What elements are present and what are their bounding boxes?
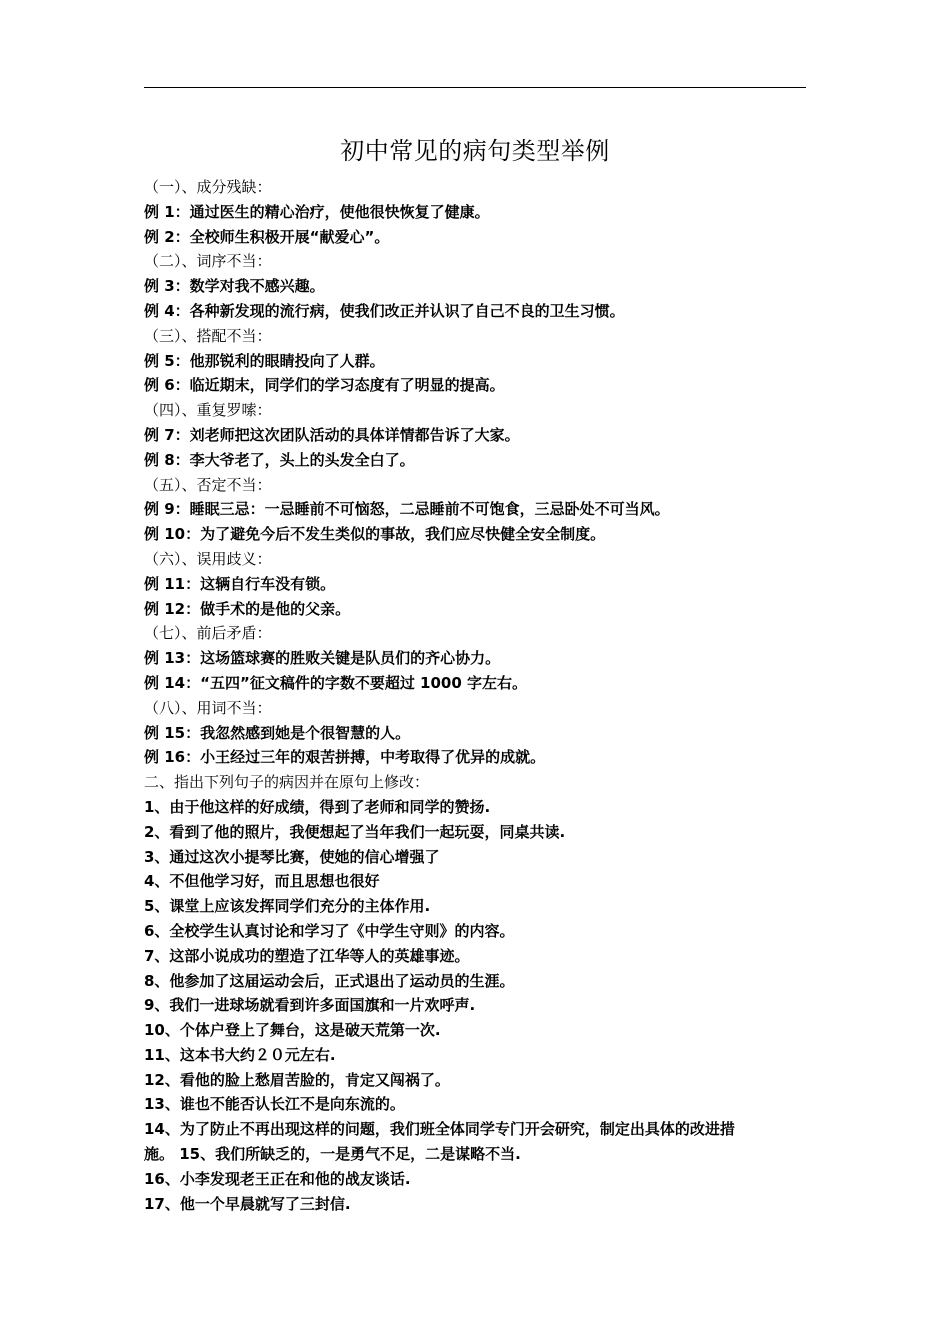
text-line: 14、为了防止不再出现这样的问题，我们班全体同学专门开会研究，制定出具体的改进措 (144, 1120, 735, 1139)
text-line: 16、小李发现老王正在和他的战友谈话. (144, 1169, 411, 1188)
text-line: 5、课堂上应该发挥同学们充分的主体作用. (144, 897, 431, 916)
text-line: 例 3：数学对我不感兴趣。 (144, 277, 325, 296)
text-line: 17、他一个早晨就写了三封信. (144, 1194, 351, 1213)
text-line: 例 15：我忽然感到她是个很智慧的人。 (144, 723, 411, 742)
section-heading: （三）、搭配不当： (144, 326, 272, 345)
section-heading: （六）、误用歧义： (144, 549, 272, 568)
text-line: 7、这部小说成功的塑造了江华等人的英雄事迹。 (144, 946, 470, 965)
text-line: 11、这本书大约２０元左右. (144, 1045, 336, 1064)
text-line: 8、他参加了这届运动会后，正式退出了运动员的生涯。 (144, 971, 515, 990)
text-line: 例 11：这辆自行车没有锁。 (144, 574, 336, 593)
text-line: 例 12：做手术的是他的父亲。 (144, 599, 351, 618)
text-line: 例 14：“五四”征文稿件的字数不要超过 1000 字左右。 (144, 673, 528, 692)
document-body (144, 175, 808, 1216)
text-line: 例 16：小王经过三年的艰苦拼搏，中考取得了优异的成就。 (144, 748, 546, 767)
text-line: 10、个体户登上了舞台，这是破天荒第一次. (144, 1021, 441, 1040)
text-line: 例 7：刘老师把这次团队活动的具体详情都告诉了大家。 (144, 425, 520, 444)
text-line: 例 8：李大爷老了，头上的头发全白了。 (144, 450, 415, 469)
text-line: 3、通过这次小提琴比赛，使她的信心增强了 (144, 847, 440, 866)
text-line: 例 5：他那锐利的眼睛投向了人群。 (144, 351, 385, 370)
text-line: 例 2：全校师生积极开展“献爱心”。 (144, 227, 390, 246)
text-line: 2、看到了他的照片，我便想起了当年我们一起玩耍，同桌共读. (144, 822, 566, 841)
section-heading: （二）、词序不当： (144, 252, 272, 271)
text-line: 例 4：各种新发现的流行病，使我们改正并认识了自己不良的卫生习惯。 (144, 301, 625, 320)
text-line: 施。 15、我们所缺乏的，一是勇气不足，二是谋略不当. (144, 1145, 521, 1164)
text-line: 例 9：睡眠三忌：一忌睡前不可恼怒，二忌睡前不可饱食，三忌卧处不可当风。 (144, 500, 670, 519)
text-line: 13、谁也不能否认长江不是向东流的。 (144, 1095, 405, 1114)
text-line: 例 1：通过医生的精心治疗，使他很快恢复了健康。 (144, 202, 490, 221)
page-title: 初中常见的病句类型举例 (340, 137, 610, 165)
text-line: 4、不但他学习好，而且思想也很好 (144, 872, 380, 891)
text-line: 例 6：临近期末，同学们的学习态度有了明显的提高。 (144, 376, 505, 395)
section-heading: （四）、重复罗嗦： (144, 401, 272, 420)
text-line: 12、看他的脸上愁眉苦脸的，肯定又闯祸了。 (144, 1070, 450, 1089)
text-line: 9、我们一进球场就看到许多面国旗和一片欢呼声. (144, 996, 476, 1015)
text-line: 例 10：为了避免今后不发生类似的事故，我们应尽快健全安全制度。 (144, 525, 606, 544)
section-heading: （一）、成分残缺： (144, 178, 272, 196)
text-line: 6、全校学生认真讨论和学习了《中学生守则》的内容。 (144, 921, 515, 940)
text-line: 例 13：这场篮球赛的胜败关键是队员们的齐心协力。 (144, 649, 501, 668)
section-heading: 二、指出下列句子的病因并在原句上修改： (144, 773, 430, 792)
section-heading: （五）、否定不当： (144, 475, 272, 494)
section-heading: （八）、用词不当： (144, 698, 272, 717)
header-rule (144, 87, 806, 88)
section-heading: （七）、前后矛盾： (144, 624, 272, 643)
text-line: 1、由于他这样的好成绩，得到了老师和同学的赞扬. (144, 797, 491, 816)
